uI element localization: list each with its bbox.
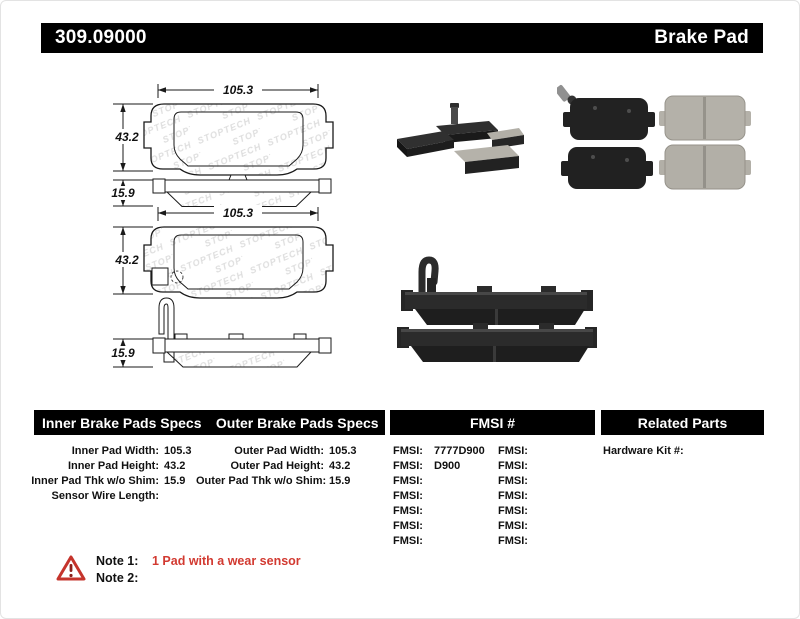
spec-label: Inner Pad Width: — [71, 445, 159, 457]
note-1 — [96, 553, 301, 570]
fmsi-value: 7777D900 — [434, 445, 485, 457]
fmsi-row — [498, 489, 539, 504]
dim-height-2: 43.2 — [115, 253, 139, 267]
fmsi-label: FMSI: — [498, 505, 528, 517]
tech-drawing-pad-with-sensor — [91, 204, 351, 379]
related-label: Hardware Kit #: — [603, 445, 684, 457]
note-1-label: Note 1: — [96, 554, 139, 568]
fmsi-label: FMSI: — [393, 490, 423, 502]
fmsi-row — [498, 534, 539, 549]
table-header-pads-specs — [34, 410, 385, 435]
fmsi-row — [498, 459, 539, 474]
fmsi-label: FMSI: — [498, 535, 528, 547]
fmsi-label: FMSI: — [393, 460, 423, 472]
fmsi-label: FMSI: — [498, 445, 528, 457]
dim-height-1: 43.2 — [115, 130, 139, 144]
fmsi-row — [393, 519, 485, 534]
dim-thickness-1: 15.9 — [111, 186, 135, 200]
fmsi-row — [393, 474, 485, 489]
spec-row-outer-height — [196, 459, 357, 474]
spec-value: 43.2 — [164, 460, 186, 472]
table-header-related-parts: Related Parts — [601, 410, 764, 435]
fmsi-label: FMSI: — [498, 520, 528, 532]
page-title: Brake Pad — [654, 27, 749, 48]
fmsi-row — [393, 489, 485, 504]
product-photo-edge-view — [389, 234, 619, 379]
related-parts-column — [603, 444, 689, 459]
dim-width-1: 105.3 — [222, 83, 254, 97]
spec-row-outer-thickness — [196, 474, 357, 489]
fmsi-row — [498, 504, 539, 519]
spec-value: 15.9 — [164, 475, 186, 487]
sensor-mount-tab — [152, 268, 168, 285]
fmsi-row — [498, 519, 539, 534]
fmsi-row — [393, 534, 485, 549]
table-header-inner-specs: Inner Brake Pads Specs — [41, 414, 202, 431]
fmsi-label: FMSI: — [393, 445, 423, 457]
spec-value: 15.9 — [329, 475, 351, 487]
fmsi-column-1 — [393, 444, 485, 549]
fmsi-label: FMSI: — [498, 460, 528, 472]
product-photo-flat-set — [557, 84, 762, 199]
spec-label: Outer Pad Thk w/o Shim: — [196, 475, 327, 487]
dim-width-2: 105.3 — [222, 206, 254, 220]
notes-section — [96, 553, 301, 587]
spec-row-inner-height — [31, 459, 192, 474]
spec-label: Inner Pad Height: — [67, 460, 159, 472]
table-header-fmsi: FMSI # — [390, 410, 595, 435]
note-1-text: 1 Pad with a wear sensor — [152, 554, 301, 568]
inner-specs-column — [31, 444, 192, 504]
fmsi-label: FMSI: — [393, 475, 423, 487]
table-header-outer-specs: Outer Brake Pads Specs — [215, 414, 379, 431]
fmsi-row — [393, 504, 485, 519]
dim-thickness-2: 15.9 — [111, 346, 135, 360]
fmsi-label: FMSI: — [393, 505, 423, 517]
fmsi-label: FMSI: — [498, 475, 528, 487]
fmsi-row — [393, 459, 485, 474]
spec-row-sensor-wire-length — [31, 489, 192, 504]
fmsi-value: D900 — [434, 460, 461, 472]
spec-value: 105.3 — [164, 445, 192, 457]
spec-row-inner-thickness — [31, 474, 192, 489]
related-row-hardware-kit — [603, 444, 689, 459]
fmsi-row — [498, 474, 539, 489]
spec-value: 43.2 — [329, 460, 351, 472]
fmsi-column-2 — [498, 444, 539, 549]
spec-value: 105.3 — [329, 445, 357, 457]
fmsi-label: FMSI: — [498, 490, 528, 502]
fmsi-label: FMSI: — [393, 535, 423, 547]
outer-specs-column — [196, 444, 357, 489]
spec-row-outer-width — [196, 444, 357, 459]
sensor-wire — [159, 298, 174, 339]
warning-icon — [56, 554, 86, 582]
note-2 — [96, 570, 301, 587]
fmsi-row — [498, 444, 539, 459]
spec-label: Outer Pad Height: — [230, 460, 324, 472]
spec-label: Sensor Wire Length: — [51, 490, 159, 502]
fmsi-label: FMSI: — [393, 520, 423, 532]
fmsi-row — [393, 444, 485, 459]
header-bar — [41, 23, 763, 53]
note-2-label: Note 2: — [96, 571, 139, 585]
product-photo-angled-set — [394, 99, 524, 194]
spec-label: Outer Pad Width: — [234, 445, 324, 457]
part-number: 309.09000 — [55, 27, 147, 48]
spec-label: Inner Pad Thk w/o Shim: — [31, 475, 159, 487]
tech-drawing-pad-no-sensor — [91, 79, 351, 211]
spec-row-inner-width — [31, 444, 192, 459]
